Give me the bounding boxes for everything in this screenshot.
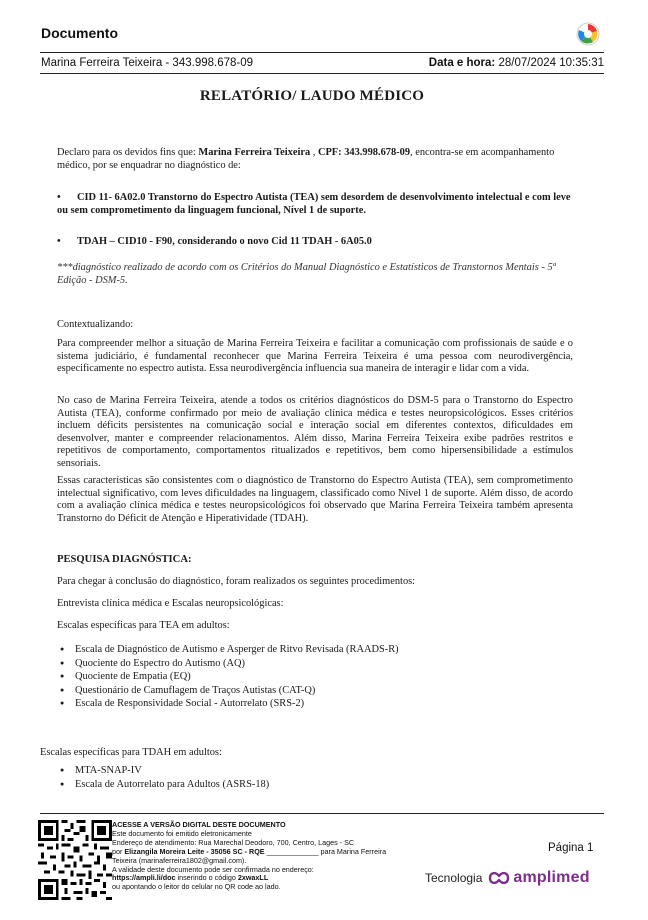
bullet-icon: • (57, 192, 61, 203)
patient-name: Marina Ferreira Teixeira (198, 147, 311, 158)
verification-url[interactable]: https://ampli.li/doc (112, 873, 176, 883)
intro-suffix: , encontra-se em acompanhamento médico, por se enquadrar no diagnóstico de: (57, 147, 555, 171)
patient-cpf: CPF: 343.998.678-09 (317, 147, 411, 158)
footer-divider (40, 813, 604, 814)
header-title: Documento (41, 25, 118, 41)
digital-version-notice (112, 821, 402, 892)
intro-prefix: Declaro para os devidos fins que: (57, 147, 199, 158)
research-heading: PESQUISA DIAGNÓSTICA: (57, 554, 192, 565)
tdah-scales-heading: Escalas específicas para TDAH em adultos: (40, 747, 222, 758)
context-paragraph-3: Essas características são consistentes com o diagnóstico de Transtorno do Espectro Autista (TEA), sem comprometimento intelectual significativo, com leves dificuldades na linguagem, classificado como Nível 1 de suporte. Além disso, de acordo com a avaliação clínica médica e testes neuropsicológicos foi observado que Marina Ferreira Teixeira também apresenta Transtorno do Déficit de Atenção e Hiperatividade (TDAH). (57, 475, 573, 524)
research-paragraph-1: Para chegar à conclusão do diagnóstico, foram realizados os seguintes procedimentos: (57, 576, 416, 587)
tea-scales-list (75, 643, 399, 711)
code-prefix: inserindo o código (175, 873, 238, 883)
diagnosis-note: ***diagnóstico realizado de acordo com os Critérios do Manual Diagnóstico e Estatísticos de Transtornos Mentais - 5ª Edição - DSM-5. (57, 262, 556, 286)
signer-prefix: por (112, 846, 125, 856)
context-heading: Contextualizando: (57, 319, 134, 330)
list-item: ● Escala de Diagnóstico de Autismo e Asperger de Ritvo Revisada (RAADS-R) (75, 643, 399, 657)
diagnosis-text: TDAH – CID10 - F90, considerando o novo Cid 11 TDAH - 6A05.0 (77, 236, 372, 247)
address-line: Endereço de atendimento: Rua Marechal Deodoro, 700, Centro, Lages - SC (112, 837, 355, 847)
brand-footer (425, 869, 590, 887)
diagnosis-text: CID 11- 6A02.0 Transtorno do Espectro Autista (TEA) sem desordem de desenvolvimento intelectual e com leve ou sem comprometimento da linguagem funcional, Nível 1 de suporte. (57, 192, 571, 217)
signer-name: Elizangila Moreira Leite - 35056 SC - RQE (124, 846, 265, 856)
datetime-value: 28/07/2024 10:35:31 (498, 57, 604, 69)
patient-identifier: Marina Ferreira Teixeira - 343.998.678-09 (41, 57, 254, 69)
research-paragraph-2: Entrevista clínica médica e Escalas neuropsicológicas: (57, 598, 284, 609)
diagnosis-item-tea (57, 191, 573, 218)
bullet-icon: • (57, 236, 61, 247)
tdah-scales-list (75, 764, 269, 791)
tea-scales-heading: Escalas específicas para TEA em adultos: (57, 620, 230, 631)
signer-suffix: _____________ para Marina Ferreira Teixeira (marinaferreira1802@gmail.com). (112, 846, 387, 865)
list-item: ● Escala de Autorrelato para Adultos (ASRS-18) (75, 778, 269, 792)
list-item: ● Quociente de Empatia (EQ) (75, 670, 399, 684)
qr-hint: ou apontando o leitor do celular no QR code ao lado. (112, 882, 281, 892)
intro-mid: , (310, 147, 318, 158)
list-item: ● Escala de Responsividade Social - Autorrelato (SRS-2) (75, 697, 399, 711)
page-number: Página 1 (548, 842, 594, 854)
document-datetime (429, 57, 604, 69)
signer-line (112, 848, 402, 866)
qr-code-icon[interactable] (38, 820, 112, 900)
list-item: ● Quociente do Espectro do Autismo (AQ) (75, 657, 399, 671)
diagnosis-item-tdah (57, 235, 573, 248)
validity-line: A validade deste documento pode ser confirmada no endereço: (112, 864, 314, 874)
emission-line: Este documento foi emitido eletronicamente (112, 828, 252, 838)
header-divider (40, 52, 604, 53)
list-item: ● Questionário de Camuflagem de Traços Autistas (CAT-Q) (75, 684, 399, 698)
datetime-label: Data e hora: (428, 57, 496, 69)
brand-name: amplimed (513, 869, 590, 886)
intro-paragraph (57, 147, 573, 172)
amplimed-logo-icon (488, 870, 510, 886)
document-title: RELATÓRIO/ LAUDO MÉDICO (199, 88, 425, 104)
tech-label: Tecnologia (425, 871, 483, 885)
context-paragraph-1: Para compreender melhor a situação de Marina Ferreira Teixeira e facilitar a comunicação com profissionais de saúde e o sistema judiciário, é fundamental reconhecer que Marina Ferreira Teixeira é uma pessoa com neurodivergência, especificamente no espectro autista. Essa neurodivergência influencia sua maneira de interagir e lidar com a vida. (57, 338, 573, 375)
institution-logo-icon (576, 22, 600, 46)
context-paragraph-2: No caso de Marina Ferreira Teixeira, atende a todos os critérios diagnósticos do DSM-5 para o Transtorno do Espectro Autista (TEA), conforme confirmado por meio de avaliação clínica médica e testes neuropsicológicos. Esses critérios incluem déficits persistentes na comunicação social e interação social em diferentes contextos, dificuldades em desenvolver, manter e compreender relacionamentos. Além disso, Marina Ferreira Teixeira exibe padrões restritos e repetitivos de comportamento, comportamentos ritualizados e repetitivos, bem como hipersensibilidade a estímulos sensoriais. (57, 395, 573, 469)
verification-code: 2xwaxLL (237, 873, 269, 883)
access-title: ACESSE A VERSÃO DIGITAL DESTE DOCUMENTO (112, 820, 286, 829)
list-item: ● MTA-SNAP-IV (75, 764, 269, 778)
header-divider-bottom (40, 73, 604, 74)
